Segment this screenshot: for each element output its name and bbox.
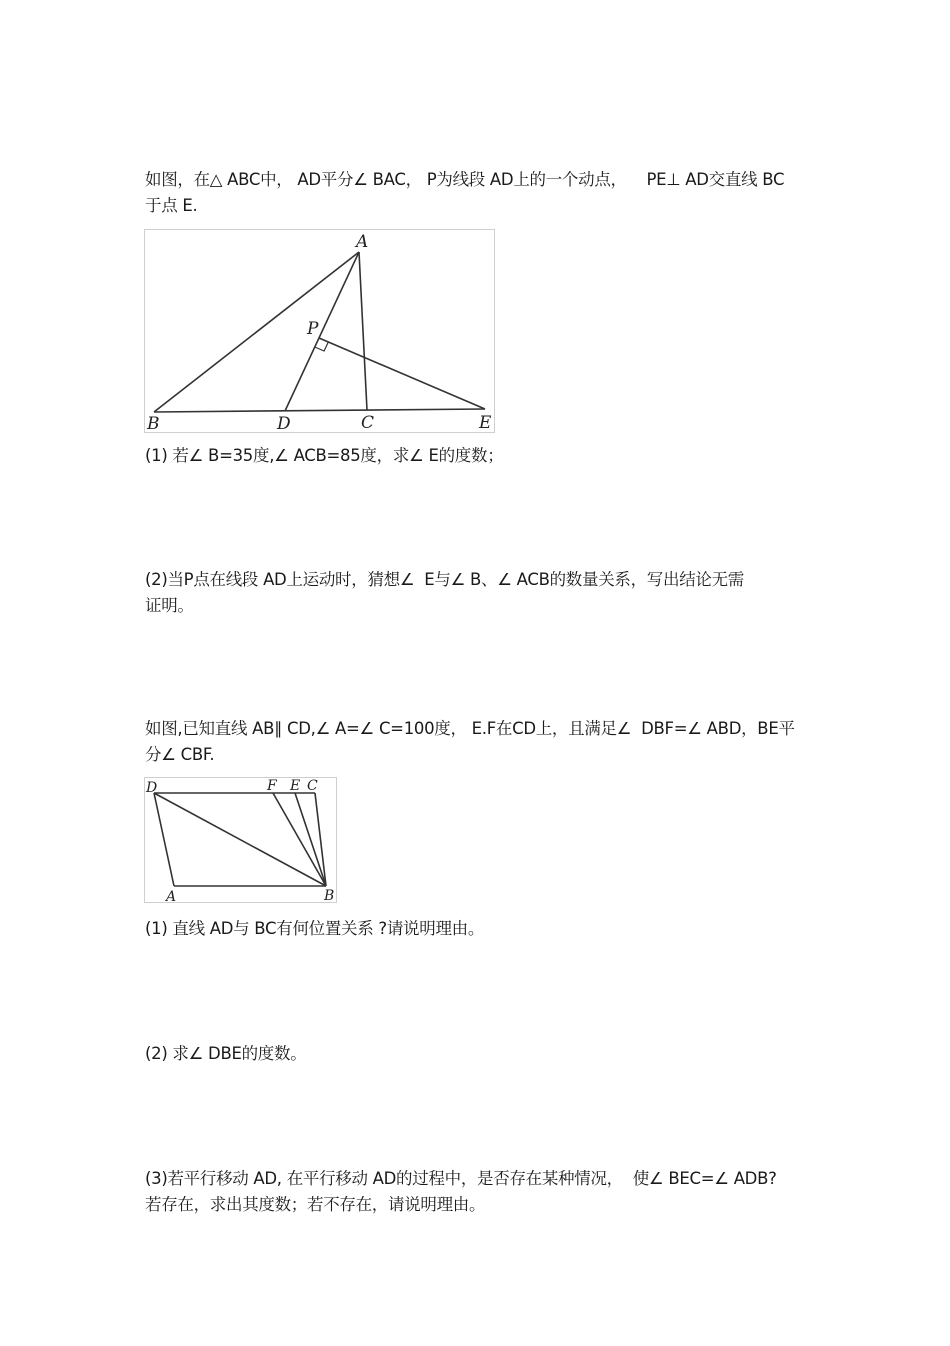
segment-pe [319,338,485,409]
problem2-question1: (1) 直线 AD与 BC有何位置关系 ?请说明理由。 [145,919,485,938]
parallelogram-diagram [145,778,336,902]
segment-ad [154,793,174,886]
problem1-intro-line2: 于点 E. [145,196,198,215]
segment-ad [285,252,359,411]
problem1-question2-line1: (2)当P点在线段 AD上运动时，猜想∠ E与∠ B、∠ ACB的数量关系，写出结论无需 [145,570,744,589]
segment-ac [359,252,367,410]
problem2-question2: (2) 求∠ DBE的度数。 [145,1044,307,1063]
label-p: P [307,319,319,339]
label-b: B [147,414,160,432]
label-f: F [267,778,277,794]
problem2-question3-line1: (3)若平行移动 AD, 在平行移动 AD的过程中，是否存在某种情况， 使∠ BEC=∠ ADB? [145,1169,777,1188]
label-b: B [324,888,335,902]
segment-bc [315,793,326,886]
label-a: A [166,889,177,902]
problem2-intro-line1: 如图,已知直线 AB∥ CD,∠ A=∠ C=100度， E.F在CD上，且满足∠ DBF=∠ ABD，BE平 [145,719,795,738]
label-d: D [277,414,291,432]
segment-ab [154,252,359,412]
label-c: C [307,778,318,794]
problem1-intro-line1: 如图，在△ ABC中， AD平分∠ BAC， P为线段 AD上的一个动点， PE⊥ AD交直线 BC [145,170,785,189]
label-d: D [146,780,158,796]
triangle-diagram [145,230,494,432]
problem2-intro-line2: 分∠ CBF. [145,745,215,764]
problem2-parallelogram-figure [144,777,337,903]
line-bc [154,409,485,412]
label-c: C [361,413,375,432]
problem2-question3-line2: 若存在，求出其度数；若不存在，请说明理由。 [145,1195,486,1214]
label-e: E [290,778,301,794]
problem1-triangle-figure [144,229,495,433]
problem1-question2-line2: 证明。 [145,596,194,615]
problem1-question1: (1) 若∠ B=35度,∠ ACB=85度，求∠ E的度数； [145,446,504,465]
label-a: A [356,232,369,252]
label-e: E [479,413,492,432]
